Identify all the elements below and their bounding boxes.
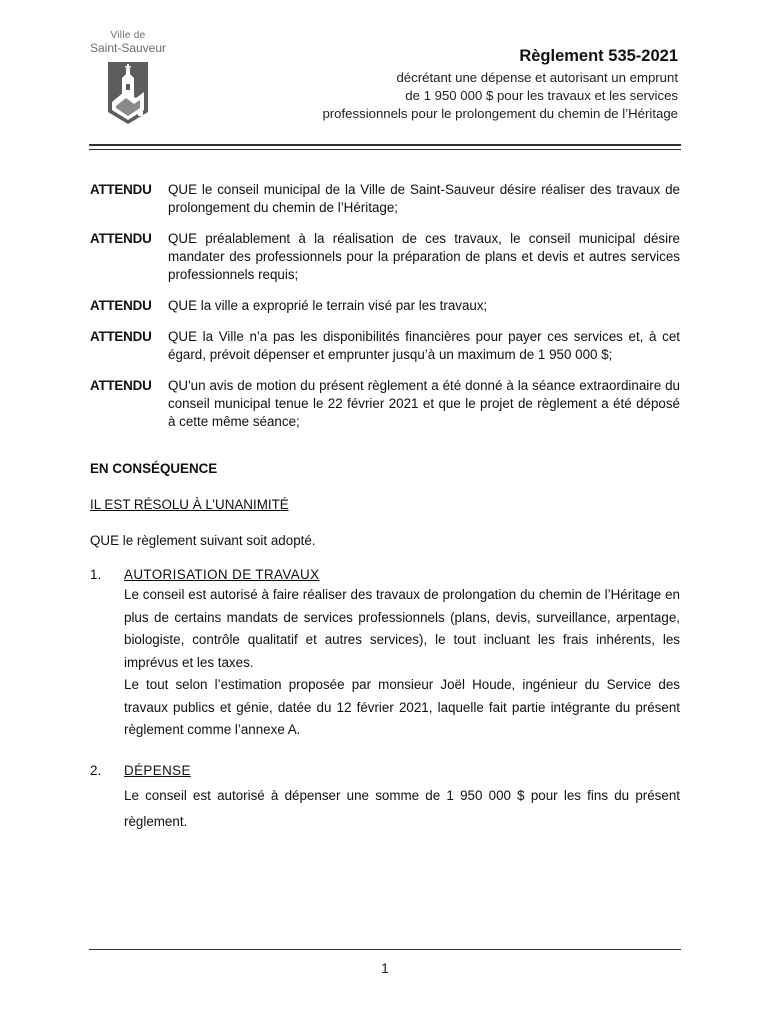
attendu-clause-1 [90, 181, 680, 217]
section-1 [90, 566, 680, 742]
church-emblem-icon [104, 58, 152, 124]
document-body [90, 181, 680, 835]
section-title: DÉPENSE [124, 762, 191, 778]
logo-line1: Ville de [110, 30, 146, 41]
attendu-text: QU'un avis de motion du présent règlement a été donné à la séance extraordinaire du conseil municipal tenue le 22 février 2021 et que le projet de règlement a été déposé à cette même séance; [168, 378, 680, 429]
attendu-keyword: ATTENDU [90, 231, 152, 246]
regulation-subtitle-line-3: professionnels pour le prolongement du chemin de l’Héritage [322, 106, 678, 121]
attendu-text: QUE préalablement à la réalisation de ces travaux, le conseil municipal désire mandater des professionnels pour la préparation de plans et devis et autres services professionnels requis; [168, 231, 680, 282]
attendu-text: QUE le conseil municipal de la Ville de Saint-Sauveur désire réaliser des travaux de prolongement du chemin de l’Héritage; [168, 182, 680, 215]
section-paragraph: Le conseil est autorisé à faire réaliser des travaux de prolongation du chemin de l’Héritage en plus de certains mandats de services professionnels (plans, devis, surveillance, arpentage, biologiste, contrôle qualitatif et autres services), le tout incluant les frais inhérents, les imprévus et les taxes. [124, 587, 680, 670]
section-paragraph: Le conseil est autorisé à dépenser une somme de 1 950 000 $ pour les fins du présent règlement. [124, 787, 680, 829]
section-title: AUTORISATION DE TRAVAUX [124, 567, 320, 582]
regulation-subtitle-line-2: de 1 950 000 $ pour les travaux et les services [405, 88, 678, 103]
attendu-clause-5 [90, 377, 680, 431]
attendu-clause-3 [90, 297, 680, 315]
section-2 [90, 762, 680, 835]
section-number: 1. [90, 567, 102, 582]
attendu-text: QUE la ville a exproprié le terrain visé par les travaux; [168, 298, 488, 313]
section-number: 2. [90, 762, 102, 778]
section-paragraph: Le tout selon l’estimation proposée par monsieur Joël Houde, ingénieur du Service des travaux publics et génie, datée du 12 février 2021, laquelle fait partie intégrante du présent règlement comme l’annexe A. [124, 677, 680, 737]
consequence-heading: EN CONSÉQUENCE [90, 461, 218, 476]
attendu-clause-2 [90, 230, 680, 284]
footer-divider [89, 949, 681, 950]
logo-line2: Saint-Sauveur [89, 41, 167, 55]
attendu-keyword: ATTENDU [90, 378, 152, 393]
attendu-keyword: ATTENDU [90, 182, 152, 197]
page-number: 1 [381, 961, 389, 976]
regulation-title: Règlement 535-2021 [519, 47, 678, 65]
header-divider [89, 144, 681, 150]
attendu-clause-4 [90, 328, 680, 364]
city-logo [88, 30, 168, 124]
resolution-heading: IL EST RÉSOLU À L’UNANIMITÉ [90, 497, 289, 512]
adoption-statement: QUE le règlement suivant soit adopté. [90, 533, 316, 548]
regulation-subtitle-line-1: décrétant une dépense et autorisant un emprunt [396, 70, 678, 85]
document-header [238, 47, 678, 123]
attendu-keyword: ATTENDU [90, 298, 152, 313]
attendu-text: QUE la Ville n’a pas les disponibilités financières pour payer ces services et, à cet égard, prévoit dépenser et emprunter jusqu’à un maximum de 1 950 000 $; [168, 329, 680, 362]
attendu-keyword: ATTENDU [90, 329, 152, 344]
